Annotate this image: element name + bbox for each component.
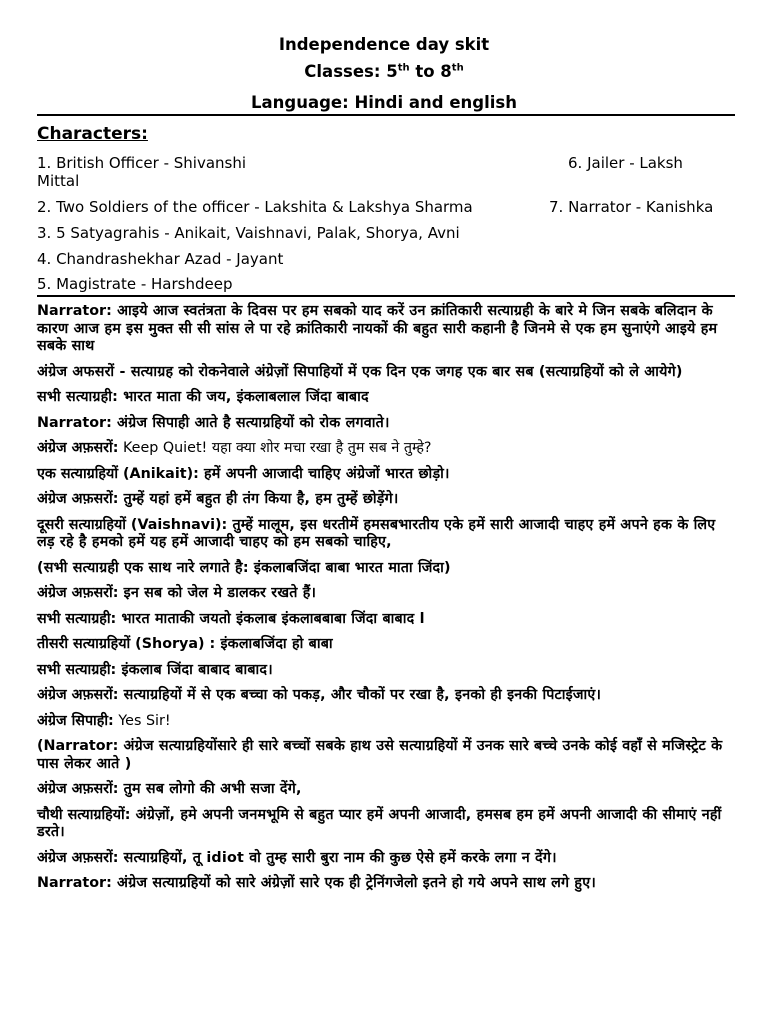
character-5: 5. Magistrate - Harshdeep [37, 275, 233, 293]
characters-divider [37, 295, 735, 297]
character-2: 2. Two Soldiers of the officer - Lakshita & Lakshya Sharma [37, 198, 473, 216]
document-title: Independence day skit [278, 35, 490, 54]
top-divider [37, 114, 735, 116]
script-line: सभी सत्याग्रही: इंकलाब जिंदा बाबाद बाबाद। [37, 661, 273, 678]
script-line: (Narrator: अंग्रेज सत्याग्रहियोंसारे ही सारे बच्चों सबके हाथ उसे सत्याग्रहियों में उनक सारे बच्चे उनके कोई वहाँ से मजिस्ट्रेट के पास लेकर आते ) [37, 738, 723, 772]
character-1-wrap: Mittal [37, 172, 80, 190]
script-line: अंग्रेज अफ़सरों: Keep Quiet! यहा क्या शोर मचा रखा है तुम सब ने तुम्हे? [37, 440, 432, 456]
script-line: दूसरी सत्याग्रहियों (Vaishnavi): तुम्हें मालूम, इस धरतीमें हमसबभारतीय एके हमें सारी आजादी चाहए हमें अपने हक के लिए लड़ रहे है हमको हमें यह हमें आजादी चाहए को हम सबको चाहिए, [37, 516, 716, 550]
script-line: एक सत्याग्रहियों (Anikait): हमें अपनी आजादी चाहिए अंग्रेजों भारत छोड़ो। [37, 465, 450, 482]
script-line: अंग्रेज सिपाही: Yes Sir! [37, 712, 171, 729]
script-line: चौथी सत्याग्रहियों: अंग्रेज़ों, हमे अपनी जनमभूमि से बहुत प्यार हमें अपनी आजादी, हमसब हम हमें अपनी आजादी की सीमाएं नहीं डरते। [37, 806, 722, 840]
script-body [37, 303, 737, 901]
script-line: Narrator: अंग्रेज सिपाही आते है सत्याग्रहियों को रोक लगवाते। [37, 414, 390, 431]
script-line: अंग्रेज अफ़सरों: इन सब को जेल मे डालकर रखते हैं। [37, 585, 317, 601]
script-line: तीसरी सत्याग्रहियों (Shorya) : इंकलाबजिंदा हो बाबा [37, 636, 333, 652]
character-7: 7. Narrator - Kanishka [549, 198, 714, 216]
script-line: सभी सत्याग्रही: भारत माता की जय, इंकलाबलाल जिंदा बाबाद [37, 389, 369, 405]
script-line: (सभी सत्याग्रही एक साथ नारे लगाते है: इंकलाबजिंदा बाबा भारत माता जिंदा) [37, 559, 451, 576]
script-line: अंग्रेज अफसरों - सत्याग्रह को रोकनेवाले अंग्रेज़ों सिपाहियों में एक दिन एक जगह एक बार सब (सत्याग्रहियों को ले आयेगे) [37, 363, 683, 380]
character-6: 6. Jailer - Laksh [568, 154, 683, 172]
script-line: अंग्रेज अफ़सरों: तुम सब लोगो की अभी सजा देंगे, [37, 781, 302, 797]
script-line: अंग्रेज अफ़सरों: सत्याग्रहियों में से एक बच्चा को पकड़, और चौकों पर रखा है, इनको ही इनकी पिटाईजाएं। [37, 687, 602, 703]
script-line: Narrator: आइये आज स्वतंत्रता के दिवस पर हम सबको याद करें उन क्रांतिकारी सत्याग्रही के बारे मे जिन सबके बलिदान के कारण आज हम इस मुक्त सी सी सांस ले पा रहे क्रांतिकारी नायकों की बहुत सारी कहानी है जिनमे से एक हम सुनाएंगे आइये हम सबके साथ [37, 303, 718, 354]
classes-line: Classes: 5th to 8th [304, 62, 464, 81]
script-line: सभी सत्याग्रही: भारत माताकी जयतो इंकलाब इंकलाबबाबा जिंदा बाबाद l [37, 610, 425, 627]
script-line: अंग्रेज अफ़सरों: तुम्हें यहां हमें बहुत ही तंग किया है, हम तुम्हें छोड़ेंगे। [37, 491, 399, 507]
script-line: Narrator: अंग्रेज सत्याग्रहियों को सारे अंग्रेज़ों सारे एक ही ट्रेनिंगजेलो इतने हो गये अपने साथ लगे हुए। [37, 875, 596, 891]
characters-heading: Characters: [37, 124, 148, 144]
character-3: 3. 5 Satyagrahis - Anikait, Vaishnavi, Palak, Shorya, Avni [37, 224, 460, 242]
character-1: 1. British Officer - Shivanshi [37, 154, 247, 172]
language-line: Language: Hindi and english [251, 93, 517, 112]
character-4: 4. Chandrashekhar Azad - Jayant [37, 250, 284, 268]
script-line: अंग्रेज अफ़सरों: सत्याग्रहियों, तू idiot वो तुम्ह सारी बुरा नाम की कुछ ऐसे हमें करके लगा न देंगे। [37, 849, 557, 866]
